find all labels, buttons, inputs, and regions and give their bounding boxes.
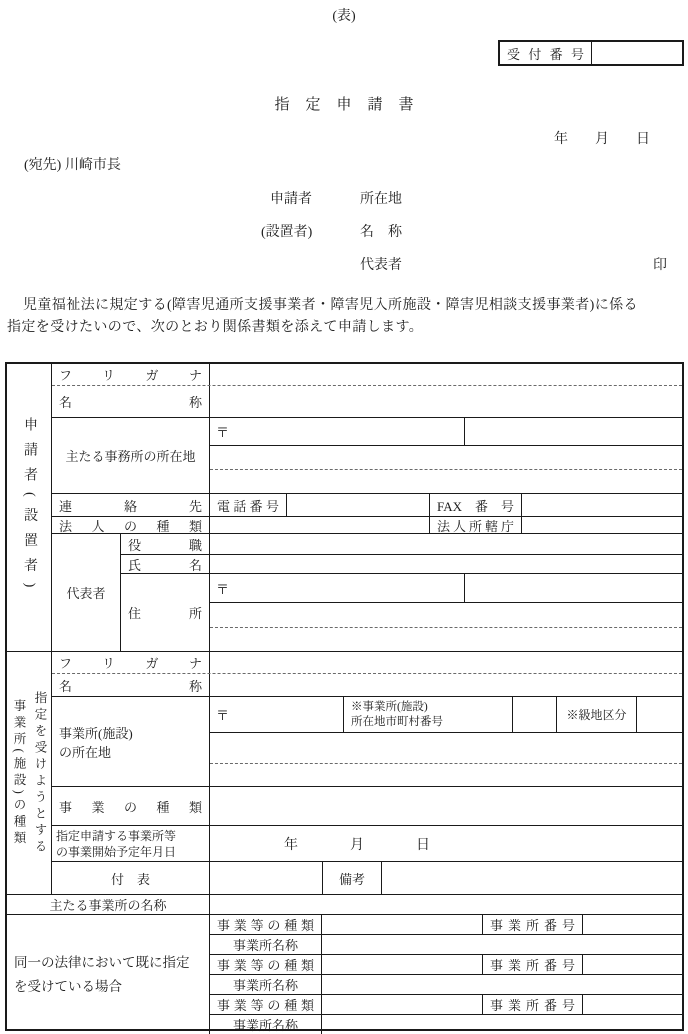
seal-word: 印 (653, 258, 667, 273)
representative-name-label: 氏名 (121, 555, 210, 573)
office-number-field (583, 995, 682, 1014)
designated-row-2-name (210, 975, 682, 995)
office-name-field (322, 1015, 682, 1034)
designated-row-1-name (210, 935, 682, 955)
installer-word: (設置者) (261, 225, 313, 240)
office-address-label: 事業所(施設) の所在地 (52, 697, 210, 786)
reception-number-label: 受付番号 (500, 42, 592, 64)
office-name-label: 事業所名称 (210, 975, 322, 994)
applicant-name-field (210, 386, 682, 417)
already-designated-section (7, 915, 682, 1034)
corporation-type-field (210, 517, 430, 533)
business-kind-field (322, 995, 483, 1014)
already-designated-label: 同一の法律において既に指定 を受けている場合 (7, 915, 210, 1034)
application-table (5, 362, 684, 1031)
applicant-side-label: 申請者(設置者) (7, 364, 52, 651)
business-kind-label: 事業等の種類 (210, 995, 322, 1014)
phone-field (287, 494, 430, 516)
applicant-word: 申請者 (270, 192, 312, 207)
date-year-label: 年 (554, 132, 568, 147)
office-number-field (583, 915, 682, 934)
appendix-field (210, 862, 323, 894)
main-office-field (210, 895, 682, 914)
representative-address-field (210, 603, 682, 651)
representative-postal-code-field (465, 574, 682, 602)
designated-row-3-name (210, 1015, 682, 1034)
reception-number-value (592, 42, 682, 64)
applicant-furigana-field (210, 364, 682, 385)
business-kind-field (322, 955, 483, 974)
office-name-label: 事業所名称 (210, 935, 322, 954)
office-name-label: 名称 (52, 674, 210, 696)
representative-post-field (210, 534, 682, 554)
office-furigana-field (210, 652, 682, 673)
office-side-label: 指定を受けようとする 事業所(施設)の種類 (7, 652, 52, 894)
office-name-field (322, 935, 682, 954)
representative-postal-mark: 〒 (210, 574, 465, 602)
sheet-side-label: (表) (332, 9, 356, 24)
applicant-name-label: 名称 (52, 386, 210, 417)
start-month-label: 月 (350, 837, 364, 853)
office-furigana-label: フリガナ (52, 652, 210, 673)
remarks-field (382, 862, 682, 894)
corporation-authority-field (522, 517, 682, 533)
office-address-field (210, 733, 682, 786)
applicant-section (7, 364, 682, 652)
location-word: 所在地 (360, 192, 402, 207)
municipality-number-label: ※事業所(施設) 所在地市町村番号 (344, 697, 513, 732)
date-month-label: 月 (595, 132, 609, 147)
applicant-head-office-label: 主たる事務所の所在地 (52, 418, 210, 493)
main-office-row (7, 895, 682, 915)
fax-label: FAX番号 (430, 494, 522, 516)
office-number-field (583, 955, 682, 974)
area-grade-label: ※級地区分 (557, 697, 637, 732)
remarks-label: 備考 (323, 862, 382, 894)
intro-line-1: 児童福祉法に規定する(障害児通所支援事業者・障害児入所施設・障害児相談支援事業者)に係る (23, 298, 638, 313)
municipality-number-field (513, 697, 557, 732)
office-number-label: 事業所番号 (483, 955, 583, 974)
contact-label: 連絡先 (52, 494, 210, 516)
start-date-label: 指定申請する事業所等 の事業開始予定年月日 (52, 826, 210, 861)
office-postal-mark: 〒 (210, 697, 344, 732)
business-type-label: 事業の種類 (52, 787, 210, 825)
office-section (7, 652, 682, 895)
date-day-label: 日 (636, 132, 650, 147)
business-type-field (210, 787, 682, 825)
office-number-label: 事業所番号 (483, 915, 583, 934)
phone-label: 電話番号 (210, 494, 287, 516)
office-number-label: 事業所番号 (483, 995, 583, 1014)
designated-row-2-type (210, 955, 682, 975)
intro-paragraph (7, 295, 683, 339)
corporation-type-label: 法人の種類 (52, 517, 210, 533)
representative-name-field (210, 555, 682, 573)
representative-post-label: 役職 (121, 534, 210, 554)
start-day-label: 日 (416, 837, 430, 853)
applicant-postal-code-field (465, 418, 682, 445)
reception-number-box (498, 40, 684, 66)
applicant-address-field (210, 446, 682, 493)
addressee: (宛先) 川崎市長 (24, 158, 121, 173)
date-line (554, 128, 650, 148)
representative-address-label: 住所 (121, 574, 210, 651)
applicant-postal-mark: 〒 (210, 418, 465, 445)
business-kind-label: 事業等の種類 (210, 915, 322, 934)
business-kind-label: 事業等の種類 (210, 955, 322, 974)
office-name-label: 事業所名称 (210, 1015, 322, 1034)
form-title: 指定申請書 (274, 97, 430, 113)
start-year-label: 年 (284, 837, 298, 853)
office-name-field (322, 975, 682, 994)
representative-word: 代表者 (360, 258, 402, 273)
corporation-authority-label: 法人所轄庁 (430, 517, 522, 533)
representative-cell-label: 代表者 (52, 534, 121, 651)
name-word: 名 称 (360, 225, 402, 240)
applicant-furigana-label: フリガナ (52, 364, 210, 385)
main-office-label: 主たる事業所の名称 (7, 895, 210, 914)
start-date-field (210, 826, 682, 861)
area-grade-field (637, 697, 682, 732)
office-name-field (210, 674, 682, 696)
business-kind-field (322, 915, 483, 934)
designated-row-1-type (210, 915, 682, 935)
fax-field (522, 494, 682, 516)
appendix-label: 付 表 (52, 862, 210, 894)
designated-row-3-type (210, 995, 682, 1015)
intro-line-2: 指定を受けたいので、次のとおり関係書類を添えて申請します。 (7, 320, 424, 335)
